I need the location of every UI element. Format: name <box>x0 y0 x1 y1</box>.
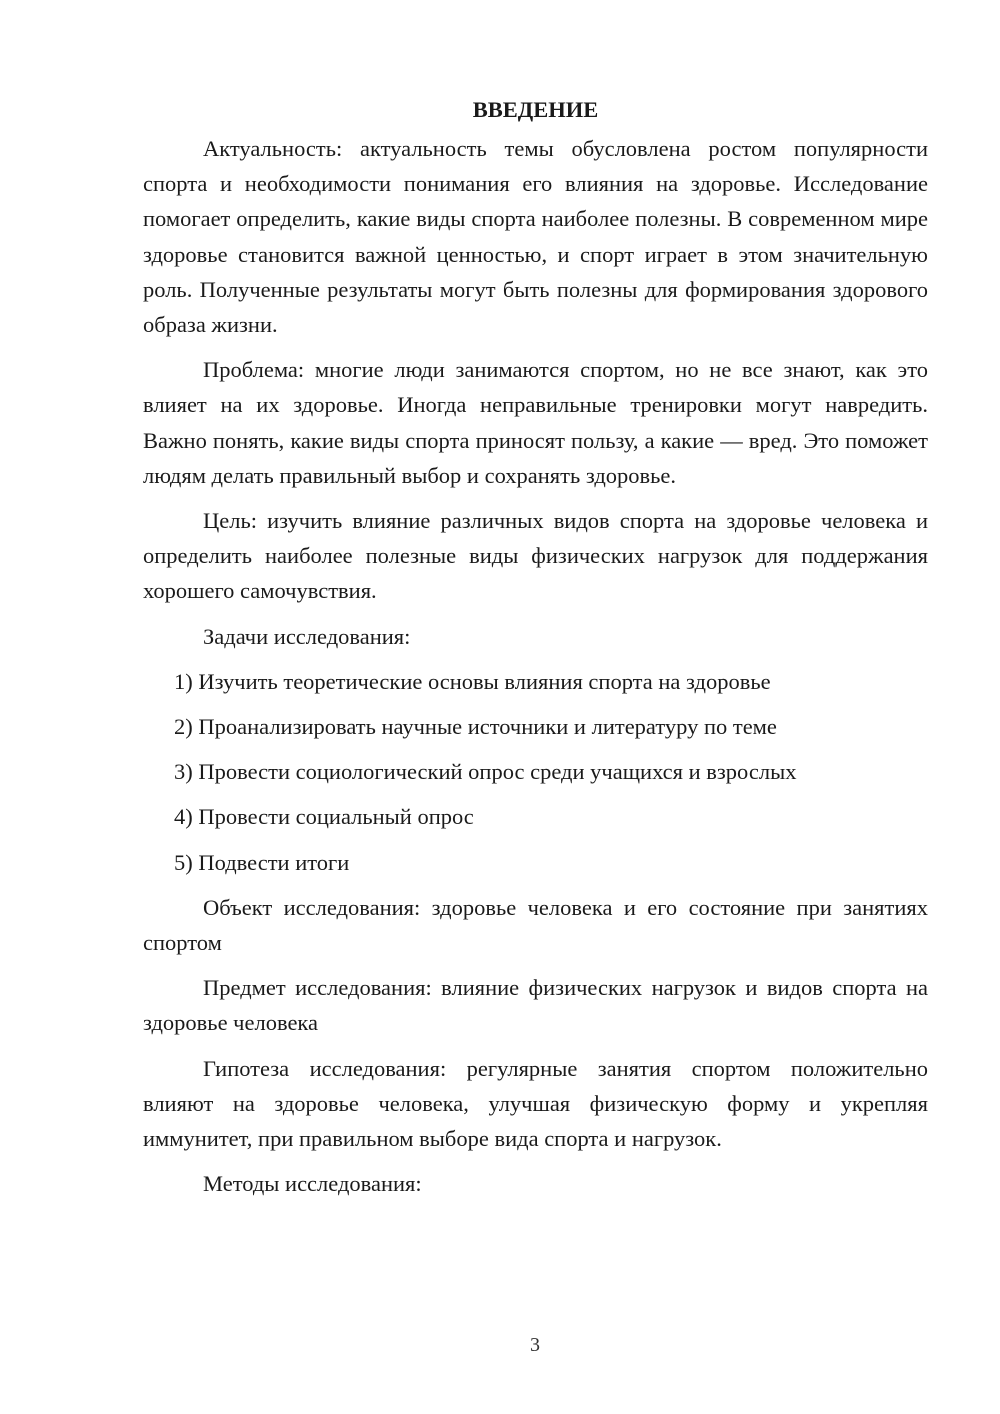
relevance-paragraph: Актуальность: актуальность темы обусловлена ростом популярности спорта и необходимости понимания его влияния на здоровье. Исследование помогает определить, какие виды спорта наиболее полезны. В современном мире здоровье становится важной ценностью, и спорт играет в этом значительную роль. Полученные результаты могут быть полезны для формирования здорового образа жизни. <box>143 136 928 338</box>
goal-paragraph: Цель: изучить влияние различных видов спорта на здоровье человека и определить наиболее полезные виды физических нагрузок для поддержания хорошего самочувствия. <box>143 508 928 604</box>
problem-paragraph: Проблема: многие люди занимаются спортом, но не все знают, как это влияет на их здоровье. Иногда неправильные тренировки могут навредить. Важно понять, какие виды спорта приносят пользу, а какие — вред. Это поможет людям делать правильный выбор и сохранять здоровье. <box>143 357 928 488</box>
section-heading: ВВЕДЕНИЕ <box>472 97 599 122</box>
list-item: 4) Провести социальный опрос <box>174 804 474 830</box>
page-number: 3 <box>530 1334 540 1356</box>
methods-intro: Методы исследования: <box>203 1171 422 1197</box>
document-page <box>143 92 928 1211</box>
object-paragraph: Объект исследования: здоровье человека и его состояние при занятиях спортом <box>143 894 928 956</box>
subject-paragraph: Предмет исследования: влияние физических нагрузок и видов спорта на здоровье человека <box>143 975 928 1036</box>
list-item: 2) Проанализировать научные источники и литературу по теме <box>174 714 777 740</box>
tasks-intro: Задачи исследования: <box>203 623 411 649</box>
tasks-list <box>143 664 928 880</box>
list-item: 3) Провести социологический опрос среди учащихся и взрослых <box>174 759 797 785</box>
list-item: 5) Подвести итоги <box>174 849 350 875</box>
list-item: 1) Изучить теоретические основы влияния спорта на здоровье <box>174 668 771 694</box>
hypothesis-paragraph: Гипотеза исследования: регулярные занятия спортом положительно влияют на здоровье человека, улучшая физическую форму и укрепляя иммунитет, при правильном выборе вида спорта и нагрузок. <box>143 1055 928 1152</box>
